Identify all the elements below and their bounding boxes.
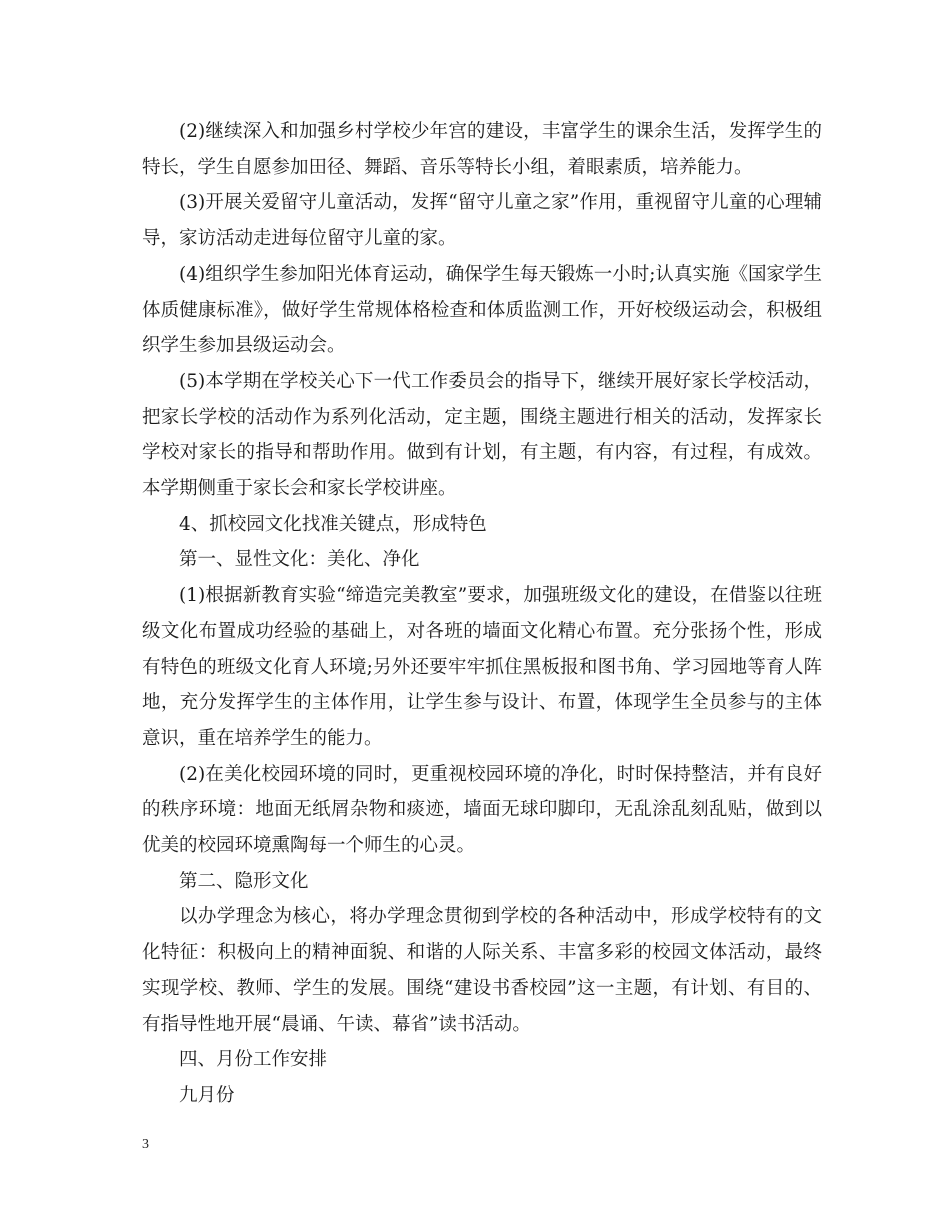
paragraph-parent-school: (5)本学期在学校关心下一代工作委员会的指导下，继续开展好家长学校活动，把家长学校的活动作为系列化活动，定主题，围绕主题进行相关的活动，发挥家长学校对家长的指导和帮助作用。做到有计划，有主题，有内容，有过程，有成效。本学期侧重于家长会和家长学校讲座。 [142, 370, 822, 500]
paragraph-campus-cleaning: (2)在美化校园环境的同时，更重视校园环境的净化，时时保持整洁，并有良好的秩序环境：地面无纸屑杂物和痰迹，墙面无球印脚印，无乱涂乱刻乱贴，做到以优美的校园环境熏陶每一个师生的心灵。 [142, 763, 822, 857]
paragraph-sunshine-sports: (4)组织学生参加阳光体育运动，确保学生每天锻炼一小时;认真实施《国家学生体质健康标准》，做好学生常规体格检查和体质监测工作，开好校级运动会，积极组织学生参加县级运动会。 [142, 263, 822, 357]
month-heading-september: 九月份 [179, 1084, 235, 1106]
document-body [142, 114, 822, 1114]
page-number: 3 [142, 1137, 149, 1152]
subheading-explicit-culture: 第一、显性文化：美化、净化 [179, 549, 420, 571]
paragraph-left-behind-children: (3)开展关爱留守儿童活动，发挥“留守儿童之家”作用，重视留守儿童的心理辅导，家访活动走进每位留守儿童的家。 [142, 192, 822, 250]
paragraph-class-culture: (1)根据新教育实验“缔造完美教室”要求，加强班级文化的建设，在借鉴以往班级文化布置成功经验的基础上，对各班的墙面文化精心布置。充分张扬个性，形成有特色的班级文化育人环境;另外还要牢牢抓住黑板报和图书角、学习园地等育人阵地，充分发挥学生的主体作用，让学生参与设计、布置，体现学生全员参与的主体意识，重在培养学生的能力。 [142, 585, 822, 749]
paragraph-shaonian-gong: (2)继续深入和加强乡村学校少年宫的建设，丰富学生的课余生活，发挥学生的特长，学生自愿参加田径、舞蹈、音乐等特长小组，着眼素质，培养能力。 [142, 121, 822, 178]
subheading-implicit-culture: 第二、隐形文化 [179, 870, 309, 892]
section-heading-campus-culture: 4、抓校园文化找准关键点，形成特色 [179, 513, 487, 535]
paragraph-school-philosophy: 以办学理念为核心，将办学理念贯彻到学校的各种活动中，形成学校特有的文化特征：积极向上的精神面貌、和谐的人际关系、丰富多彩的校园文体活动，最终实现学校、教师、学生的发展。围绕“建设书香校园”这一主题，有计划、有目的、有指导性地开展“晨诵、午读、幕省”读书活动。 [142, 906, 822, 1035]
section-heading-monthly-schedule: 四、月份工作安排 [179, 1049, 328, 1071]
